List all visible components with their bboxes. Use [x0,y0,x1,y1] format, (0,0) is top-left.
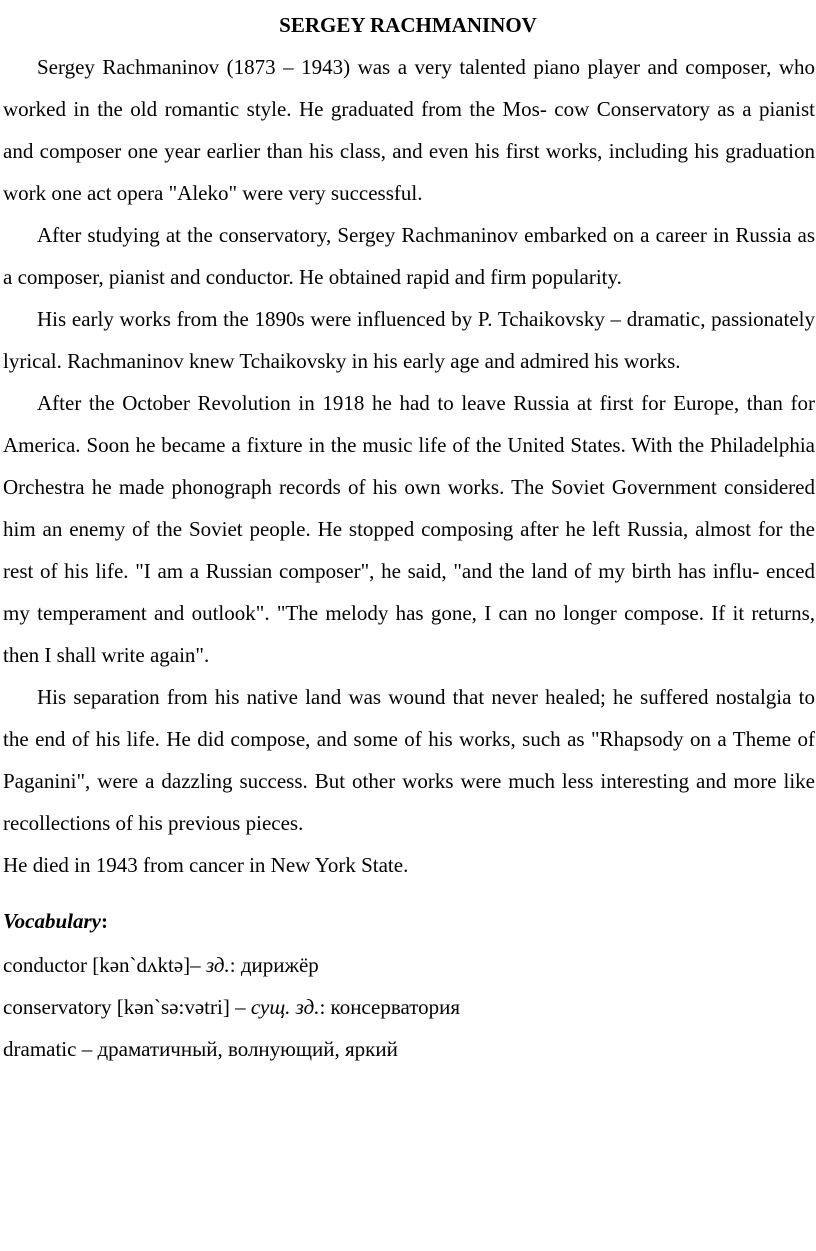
vocabulary-item-dramatic [3,1028,816,1070]
vocab-word: dramatic – драматичный, волнующий, яркий [3,1037,398,1061]
vocabulary-heading [3,902,816,940]
page-title: SERGEY RACHMANINOV [279,13,537,37]
paragraph-separation: His separation from his native land was wound that never healed; he suffered nostalgia to the end of his life. He did compose, and some of his works, such as "Rhapsody on a Theme of Paganini", were a dazzling success. But other works were much less interesting and more like recollections of his previous pieces. [3,685,815,835]
vocabulary-item-conservatory [3,986,816,1028]
paragraph-early-works: His early works from the 1890s were influenced by P. Tchaikovsky – dramatic, passionately lyrical. Rachmaninov knew Tchaikovsky in his early age and admired his works. [3,307,815,373]
paragraph-career: After studying at the conservatory, Sergey Rachmaninov embarked on a career in Russia as a composer, pianist and conductor. He obtained rapid and firm popularity. [3,223,815,289]
vocab-translation: : дирижёр [229,953,319,977]
paragraph-intro: Sergey Rachmaninov (1873 – 1943) was a very talented piano player and composer, who worked in the old romantic style. He graduated from the Mos- cow Conservatory as a pianist and composer one year earlier than his class, and even his first works, including his graduation work one act opera "Aleko" were very successful. [3,55,815,205]
vocab-part-of-speech: сущ. зд. [250,995,320,1019]
paragraph-death: He died in 1943 from cancer in New York State. [3,853,409,877]
vocabulary-item-conductor [3,944,816,986]
vocab-word: conservatory [kən`sə:vətri] – [3,995,251,1019]
paragraph-emigration: After the October Revolution in 1918 he had to leave Russia at first for Europe, than for America. Soon he became a fixture in the music life of the United States. With the Philadelphia Orchestra he made phonograph records of his own works. The Soviet Government considered him an enemy of the Soviet people. He stopped composing after he left Russia, almost for the rest of his life. "I am a Russian composer", he said, "and the land of my birth has influ- enced my temperament and outlook". "The melody has gone, I can no longer compose. If it returns, then I shall write again". [3,391,815,667]
vocab-part-of-speech: зд. [205,953,230,977]
vocab-translation: : консерватория [319,995,461,1019]
vocab-word: conductor [kən`dʌktə]– [3,953,206,977]
vocabulary-heading-text: Vocabulary [3,909,102,933]
vocabulary-heading-colon: : [101,909,109,933]
